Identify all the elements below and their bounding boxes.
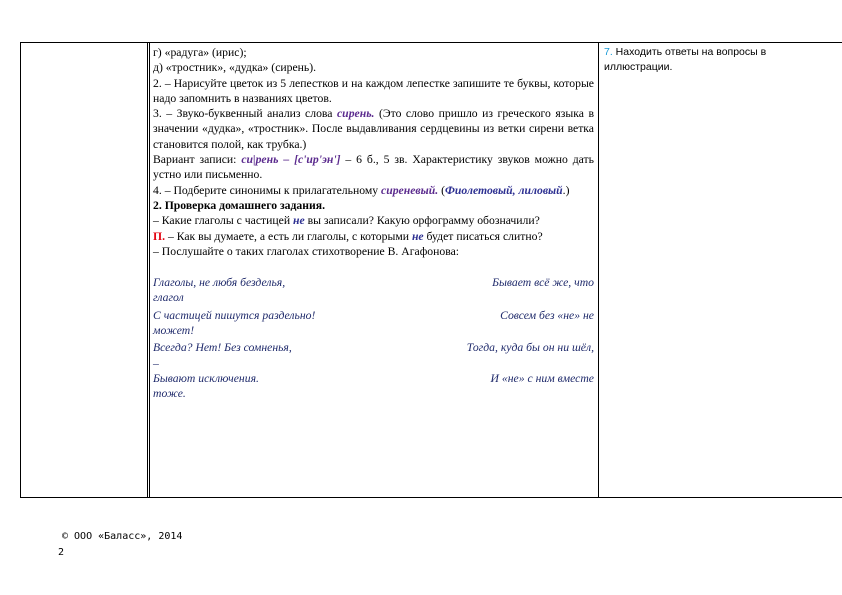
activity-cell	[604, 45, 836, 74]
copyright: © ООО «Баласс», 2014	[62, 531, 183, 542]
lesson-line: П. – Как вы думаете, а есть ли глаголы, с которыми не будет писаться слитно?	[153, 229, 543, 243]
column-divider	[149, 43, 150, 497]
lesson-line: 3. – Звуко-буквенный анализ слова сирень. (Это слово пришло из греческого языка в значении «дудка», «тростник». После выдавливания сердцевины из ветки сирени ветка становится полой, как трубка.)	[153, 107, 595, 151]
poem-row: Глаголы, не любя безделья, Бывает всё же, что	[153, 276, 594, 290]
lesson-content	[153, 45, 594, 402]
page-number: 2	[58, 547, 65, 558]
lesson-line: д) «тростник», «дудка» (сирень).	[153, 61, 317, 75]
activity-number: 7.	[604, 46, 613, 58]
poem-row: Всегда? Нет! Без сомненья, Тогда, куда бы он ни шёл,	[153, 341, 594, 355]
lesson-line: 2. – Нарисуйте цветок из 5 лепестков и на каждом лепестке запишите те буквы, которые надо запомнить в названиях цветов.	[153, 76, 594, 105]
lesson-line: 4. – Подберите синонимы к прилагательному сиреневый. (Фиолетовый, лиловый.)	[153, 183, 570, 197]
lesson-line: Вариант записи: си|рень – [с'ир'эн'] – 6 б., 5 зв. Характеристику звуков можно дать устно или письменно.	[153, 153, 594, 182]
activity-text: Находить ответы на вопросы в иллюстрации.	[604, 46, 767, 73]
poem-tail: может!	[153, 324, 195, 338]
poem-tail: глагол	[153, 291, 184, 305]
column-divider	[598, 43, 599, 497]
section-heading: 2. Проверка домашнего задания.	[153, 198, 325, 212]
poem-row: Бывают исключения. И «не» с ним вместе	[153, 371, 594, 385]
lesson-line: – Послушайте о таких глаголах стихотворение В. Агафонова:	[153, 244, 460, 258]
column-divider	[147, 43, 148, 497]
poem	[153, 275, 594, 401]
lesson-line: г) «радуга» (ирис);	[153, 46, 247, 59]
poem-tail: –	[153, 356, 159, 370]
lesson-table	[20, 42, 842, 498]
lesson-line: – Какие глаголы с частицей не вы записали? Какую орфограмму обозначили?	[153, 214, 540, 228]
poem-tail: тоже.	[153, 387, 186, 401]
poem-row: С частицей пишутся раздельно! Совсем без «не» не	[153, 308, 594, 322]
